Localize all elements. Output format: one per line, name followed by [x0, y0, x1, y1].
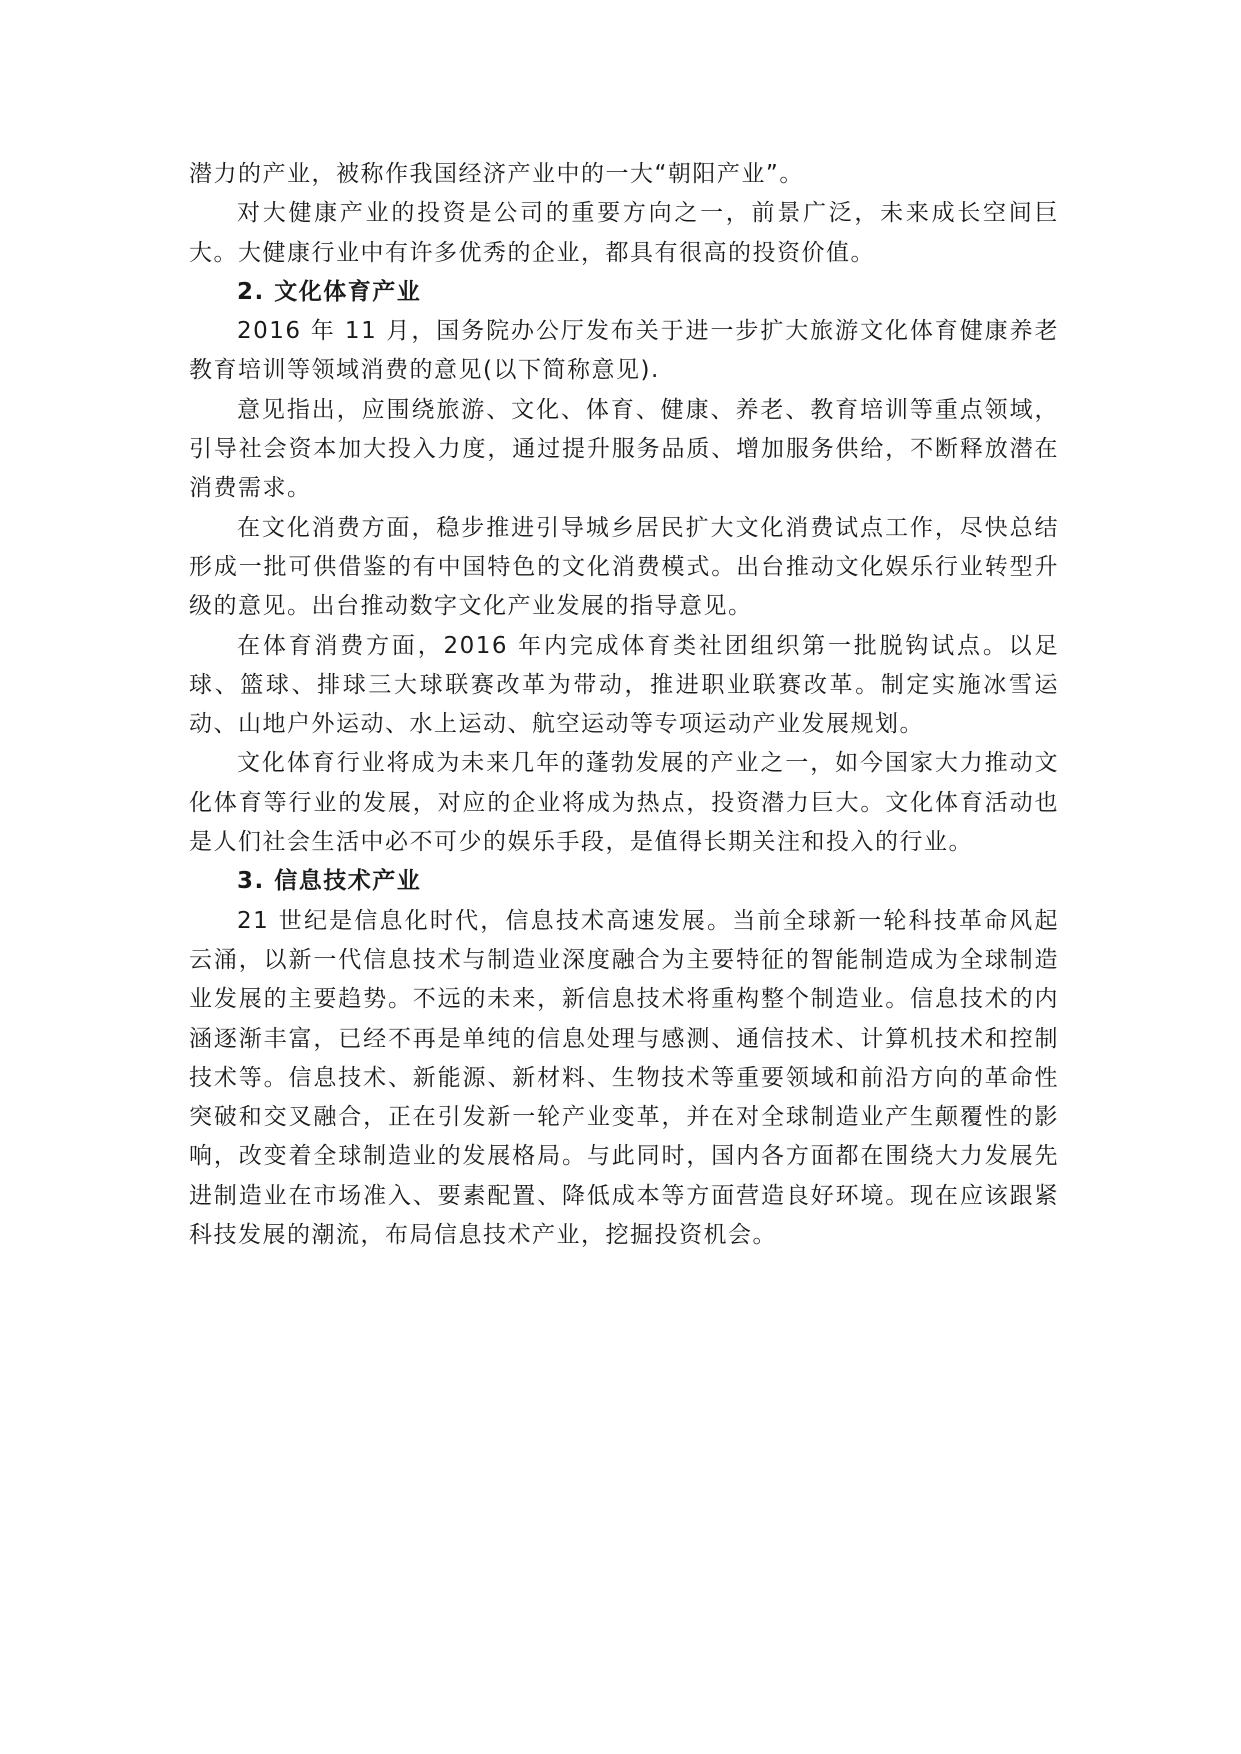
document-body — [189, 155, 1059, 1255]
paragraph-culture-sports-outlook: 文化体育行业将成为未来几年的蓬勃发展的产业之一，如今国家大力推动文化体育等行业的发展，对应的企业将成为热点，投资潜力巨大。文化体育活动也是人们社会生活中必不可少的娱乐手段，是值得长期关注和投入的行业。 — [189, 750, 1059, 856]
section-heading-culture-sports: 2. 文化体育产业 — [237, 278, 422, 305]
paragraph-health-investment: 对大健康产业的投资是公司的重要方向之一，前景广泛，未来成长空间巨大。大健康行业中有许多优秀的企业，都具有很高的投资价值。 — [189, 200, 1059, 266]
section-heading-information-technology: 3. 信息技术产业 — [237, 868, 422, 895]
paragraph-continuation: 潜力的产业，被称作我国经济产业中的一大“朝阳产业”。 — [189, 161, 804, 187]
paragraph-sports-consumption: 在体育消费方面，2016 年内完成体育类社团组织第一批脱钩试点。以足球、篮球、排球三大球联赛改革为带动，推进职业联赛改革。制定实施冰雪运动、山地户外运动、水上运动、航空运动等专项运动产业发展规划。 — [189, 632, 1059, 738]
paragraph-state-council-notice: 2016 年 11 月，国务院办公厅发布关于进一步扩大旅游文化体育健康养老教育培训等领域消费的意见(以下简称意见). — [189, 318, 1059, 384]
paragraph-information-technology: 21 世纪是信息化时代，信息技术高速发展。当前全球新一轮科技革命风起云涌，以新一代信息技术与制造业深度融合为主要特征的智能制造成为全球制造业发展的主要趋势。不远的未来，新信息技术将重构整个制造业。信息技术的内涵逐渐丰富，已经不再是单纯的信息处理与感测、通信技术、计算机技术和控制技术等。信息技术、新能源、新材料、生物技术等重要领域和前沿方向的革命性突破和交叉融合，正在引发新一轮产业变革，并在对全球制造业产生颠覆性的影响，改变着全球制造业的发展格局。与此同时，国内各方面都在围绕大力发展先进制造业在市场准入、要素配置、降低成本等方面营造良好环境。现在应该跟紧科技发展的潮流，布局信息技术产业，挖掘投资机会。 — [189, 907, 1059, 1249]
paragraph-culture-consumption: 在文化消费方面，稳步推进引导城乡居民扩大文化消费试点工作，尽快总结形成一批可供借鉴的有中国特色的文化消费模式。出台推动文化娱乐行业转型升级的意见。出台推动数字文化产业发展的指导意见。 — [189, 514, 1059, 620]
paragraph-opinion-points: 意见指出，应围绕旅游、文化、体育、健康、养老、教育培训等重点领域，引导社会资本加大投入力度，通过提升服务品质、增加服务供给，不断释放潜在消费需求。 — [189, 396, 1059, 502]
